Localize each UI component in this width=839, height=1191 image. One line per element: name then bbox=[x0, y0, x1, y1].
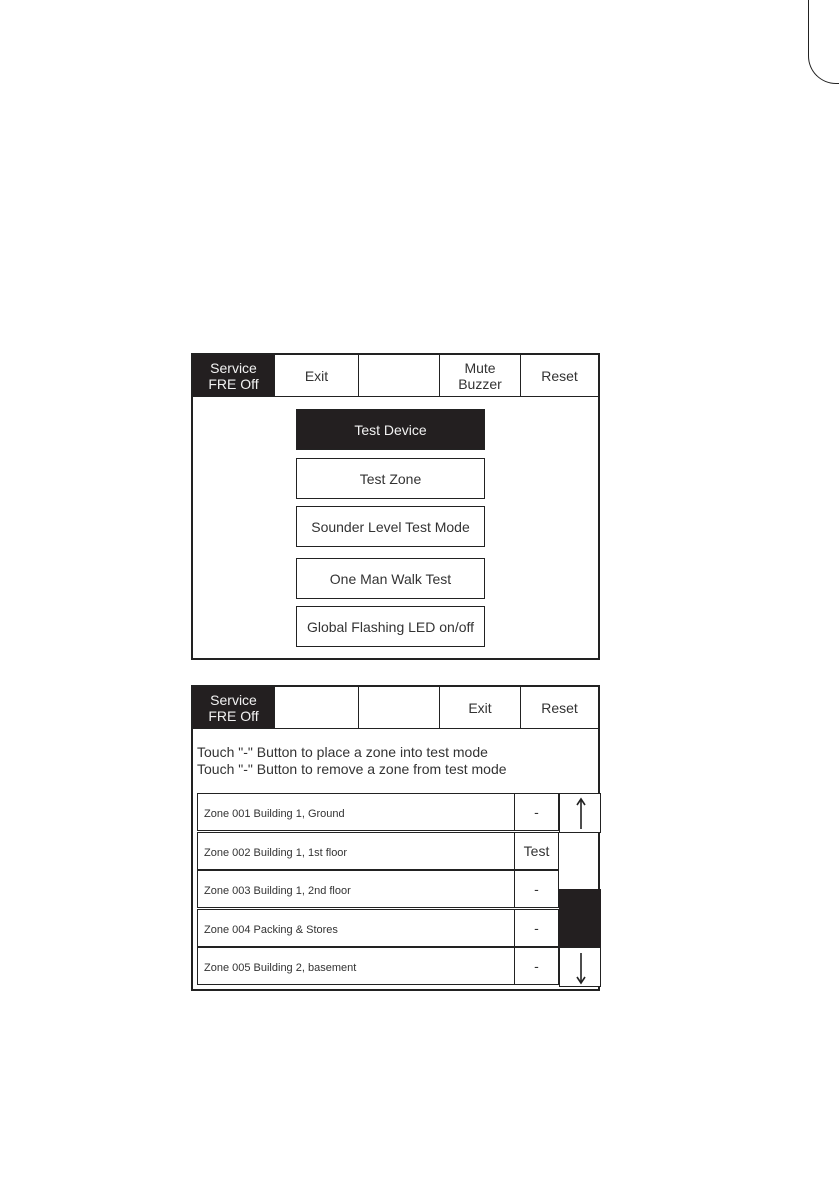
zone-state-label: - bbox=[534, 804, 539, 820]
sounder-level-label: Sounder Level Test Mode bbox=[311, 518, 470, 535]
arrow-down-icon bbox=[560, 948, 602, 988]
service-menu-screen bbox=[191, 353, 600, 660]
blank-button-2[interactable] bbox=[359, 687, 440, 728]
test-zone-screen bbox=[191, 685, 600, 991]
instruction-line: Touch "-" Button to remove a zone from test mode bbox=[197, 761, 507, 777]
exit-button[interactable] bbox=[275, 355, 359, 396]
zone-row bbox=[197, 947, 559, 985]
test-device-button[interactable] bbox=[296, 409, 485, 450]
buzzer-label: Buzzer bbox=[458, 375, 502, 392]
fre-off-label: FRE Off bbox=[208, 707, 259, 724]
zone-name: Zone 004 Packing & Stores bbox=[204, 924, 338, 936]
zone-state-label: Test bbox=[523, 843, 550, 859]
zone-test-toggle-button[interactable] bbox=[514, 910, 558, 946]
zone-test-toggle-button[interactable] bbox=[514, 833, 558, 869]
global-flashing-led-button[interactable] bbox=[296, 606, 485, 647]
zone-test-toggle-button[interactable] bbox=[514, 794, 558, 830]
service-fre-button[interactable] bbox=[193, 687, 275, 728]
one-man-walk-label: One Man Walk Test bbox=[329, 570, 452, 587]
page-corner-edge bbox=[808, 0, 839, 84]
scroll-up-button[interactable] bbox=[559, 793, 601, 833]
service-toolbar bbox=[193, 355, 598, 397]
fre-off-label: FRE Off bbox=[208, 375, 259, 392]
mute-buzzer-button[interactable] bbox=[440, 355, 521, 396]
mute-label: Mute bbox=[464, 359, 496, 376]
reset-button[interactable] bbox=[521, 687, 598, 728]
reset-label: Reset bbox=[541, 699, 578, 716]
zone-scrollbar[interactable] bbox=[559, 793, 601, 987]
zone-state-label: - bbox=[534, 920, 539, 936]
scroll-down-button[interactable] bbox=[559, 947, 601, 987]
blank-button[interactable] bbox=[359, 355, 440, 396]
zone-row bbox=[197, 870, 559, 908]
zone-test-toggle-button[interactable] bbox=[514, 948, 558, 984]
instruction-line: Touch "-" Button to place a zone into test mode bbox=[197, 744, 488, 760]
service-fre-button[interactable] bbox=[193, 355, 275, 396]
exit-label: Exit bbox=[468, 699, 492, 716]
blank-button-1[interactable] bbox=[275, 687, 359, 728]
zone-name: Zone 003 Building 1, 2nd floor bbox=[204, 885, 351, 897]
zone-test-toggle-button[interactable] bbox=[514, 871, 558, 907]
sounder-level-test-button[interactable] bbox=[296, 506, 485, 547]
instructions bbox=[197, 744, 507, 778]
zone-state-label: - bbox=[534, 958, 539, 974]
zone-name: Zone 005 Building 2, basement bbox=[204, 962, 357, 974]
one-man-walk-test-button[interactable] bbox=[296, 558, 485, 599]
exit-label: Exit bbox=[304, 367, 329, 384]
zone-row bbox=[197, 793, 559, 831]
exit-button[interactable] bbox=[440, 687, 521, 728]
test-zone-label: Test Zone bbox=[359, 470, 422, 487]
reset-button[interactable] bbox=[521, 355, 598, 396]
reset-label: Reset bbox=[541, 367, 578, 384]
service-label: Service bbox=[210, 359, 257, 376]
arrow-up-icon bbox=[560, 794, 602, 834]
zone-name: Zone 001 Building 1, Ground bbox=[204, 808, 345, 820]
zone-row bbox=[197, 909, 559, 947]
zone-toolbar bbox=[193, 687, 598, 729]
zone-name: Zone 002 Building 1, 1st floor bbox=[204, 847, 348, 859]
test-zone-button[interactable] bbox=[296, 458, 485, 499]
zone-state-label: - bbox=[534, 881, 539, 897]
zone-row bbox=[197, 832, 559, 870]
scroll-thumb[interactable] bbox=[559, 889, 601, 947]
test-device-label: Test Device bbox=[354, 421, 427, 438]
service-label: Service bbox=[210, 691, 257, 708]
global-flashing-label: Global Flashing LED on/off bbox=[306, 618, 475, 635]
